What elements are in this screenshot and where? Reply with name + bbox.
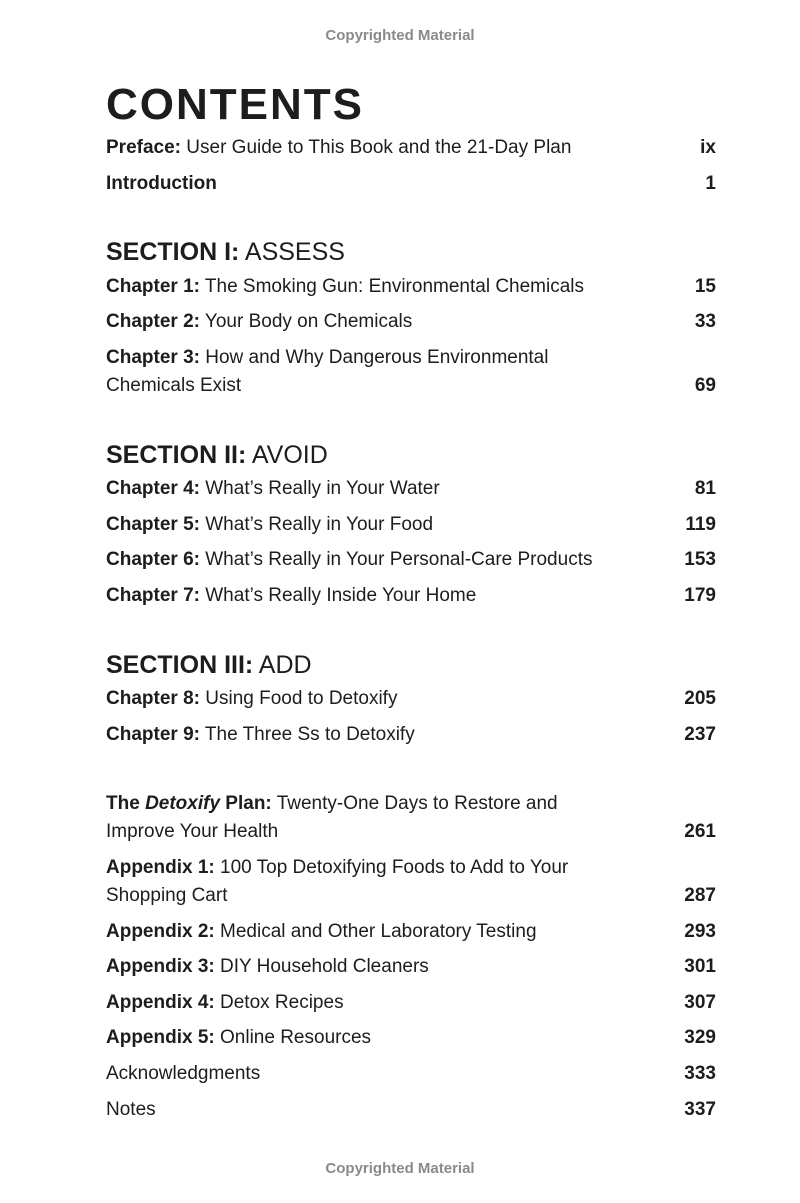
page-number: 337 xyxy=(684,1099,716,1120)
toc-entry-chapter-1[interactable] xyxy=(106,273,716,301)
toc-entry-detoxify-plan[interactable] xyxy=(106,790,716,846)
copyright-watermark-top: Copyrighted Material xyxy=(325,27,475,44)
entry-title: What’s Really in Your Water xyxy=(199,478,440,499)
page-number: 333 xyxy=(684,1063,716,1084)
entry-label: Chapter 3: xyxy=(106,347,200,368)
entry-label: Appendix 4: xyxy=(106,992,215,1013)
contents-heading: CONTENTS xyxy=(106,80,364,129)
entry-title: User Guide to This Book and the 21-Day Plan xyxy=(181,137,572,158)
section-heading-avoid xyxy=(106,440,328,470)
toc-entry-appendix-2[interactable] xyxy=(106,918,716,946)
section-name: ADD xyxy=(253,651,312,679)
page-number: 293 xyxy=(684,921,716,942)
page-number: 261 xyxy=(684,821,716,842)
section-name: ASSESS xyxy=(239,238,345,266)
section-name: AVOID xyxy=(246,441,328,469)
toc-entry-introduction[interactable] xyxy=(106,170,716,198)
section-label: SECTION III: xyxy=(106,651,254,679)
toc-entry-appendix-3[interactable] xyxy=(106,953,716,981)
entry-label: The Detoxify Plan: xyxy=(106,793,272,814)
entry-title: Acknowledgments xyxy=(106,1063,261,1084)
entry-label: Preface: xyxy=(106,137,181,158)
entry-label: Appendix 5: xyxy=(106,1027,215,1048)
entry-label: Chapter 1: xyxy=(106,276,200,297)
entry-title: 100 Top Detoxifying Foods to Add to Your Shopping Cart xyxy=(106,857,569,906)
entry-title: Medical and Other Laboratory Testing xyxy=(214,921,537,942)
page-number: 301 xyxy=(684,956,716,977)
toc-entry-preface[interactable] xyxy=(106,134,716,162)
page-number: 153 xyxy=(684,549,716,570)
entry-title: Your Body on Chemicals xyxy=(199,311,413,332)
section-label: SECTION II: xyxy=(106,441,247,469)
toc-entry-chapter-4[interactable] xyxy=(106,475,716,503)
page-number: 237 xyxy=(684,724,716,745)
toc-entry-chapter-8[interactable] xyxy=(106,685,716,713)
page-number: 1 xyxy=(705,173,716,194)
page-number: 287 xyxy=(684,885,716,906)
section-heading-add xyxy=(106,650,312,680)
entry-title: The Smoking Gun: Environmental Chemicals xyxy=(199,276,585,297)
page-number: ix xyxy=(700,137,716,158)
toc-entry-chapter-3[interactable] xyxy=(106,344,716,400)
section-label: SECTION I: xyxy=(106,238,240,266)
page-number: 69 xyxy=(694,375,716,396)
toc-entry-appendix-1[interactable] xyxy=(106,854,716,910)
entry-title: DIY Household Cleaners xyxy=(214,956,429,977)
page-number: 307 xyxy=(684,992,716,1013)
toc-entry-chapter-5[interactable] xyxy=(106,511,716,539)
toc-entry-chapter-2[interactable] xyxy=(106,308,716,336)
toc-entry-acknowledgments[interactable] xyxy=(106,1060,716,1088)
toc-entry-chapter-7[interactable] xyxy=(106,582,716,610)
page-number: 329 xyxy=(684,1027,716,1048)
page-number: 119 xyxy=(685,514,716,535)
entry-title: Online Resources xyxy=(214,1027,372,1048)
entry-label: Chapter 8: xyxy=(106,688,200,709)
toc-entry-appendix-5[interactable] xyxy=(106,1024,716,1052)
entry-label: Chapter 4: xyxy=(106,478,200,499)
entry-label: Appendix 1: xyxy=(106,857,215,878)
entry-label: Appendix 2: xyxy=(106,921,215,942)
entry-title: What’s Really in Your Food xyxy=(199,514,434,535)
toc-entry-chapter-6[interactable] xyxy=(106,546,716,574)
entry-label: Chapter 7: xyxy=(106,585,200,606)
entry-title: What’s Really in Your Personal-Care Products xyxy=(199,549,593,570)
entry-label: Chapter 2: xyxy=(106,311,200,332)
entry-title: Twenty-One Days to Restore and Improve Your Health xyxy=(106,793,558,842)
page-number: 81 xyxy=(694,478,716,499)
entry-title: Notes xyxy=(106,1099,156,1120)
entry-title: Detox Recipes xyxy=(214,992,344,1013)
section-heading-assess xyxy=(106,237,345,267)
copyright-watermark-bottom: Copyrighted Material xyxy=(325,1160,475,1177)
entry-title: How and Why Dangerous Environmental Chemicals Exist xyxy=(106,347,549,396)
page-number: 15 xyxy=(694,276,716,297)
entry-label: Introduction xyxy=(106,173,217,194)
page-number: 205 xyxy=(684,688,716,709)
entry-label: Appendix 3: xyxy=(106,956,215,977)
entry-title: What’s Really Inside Your Home xyxy=(199,585,477,606)
entry-label: Chapter 5: xyxy=(106,514,200,535)
entry-title: Using Food to Detoxify xyxy=(199,688,398,709)
toc-entry-notes[interactable] xyxy=(106,1096,716,1124)
page-number: 179 xyxy=(684,585,716,606)
toc-entry-chapter-9[interactable] xyxy=(106,721,716,749)
entry-title: The Three Ss to Detoxify xyxy=(199,724,415,745)
page-number: 33 xyxy=(694,311,716,332)
entry-label: Chapter 9: xyxy=(106,724,200,745)
entry-label: Chapter 6: xyxy=(106,549,200,570)
toc-entry-appendix-4[interactable] xyxy=(106,989,716,1017)
